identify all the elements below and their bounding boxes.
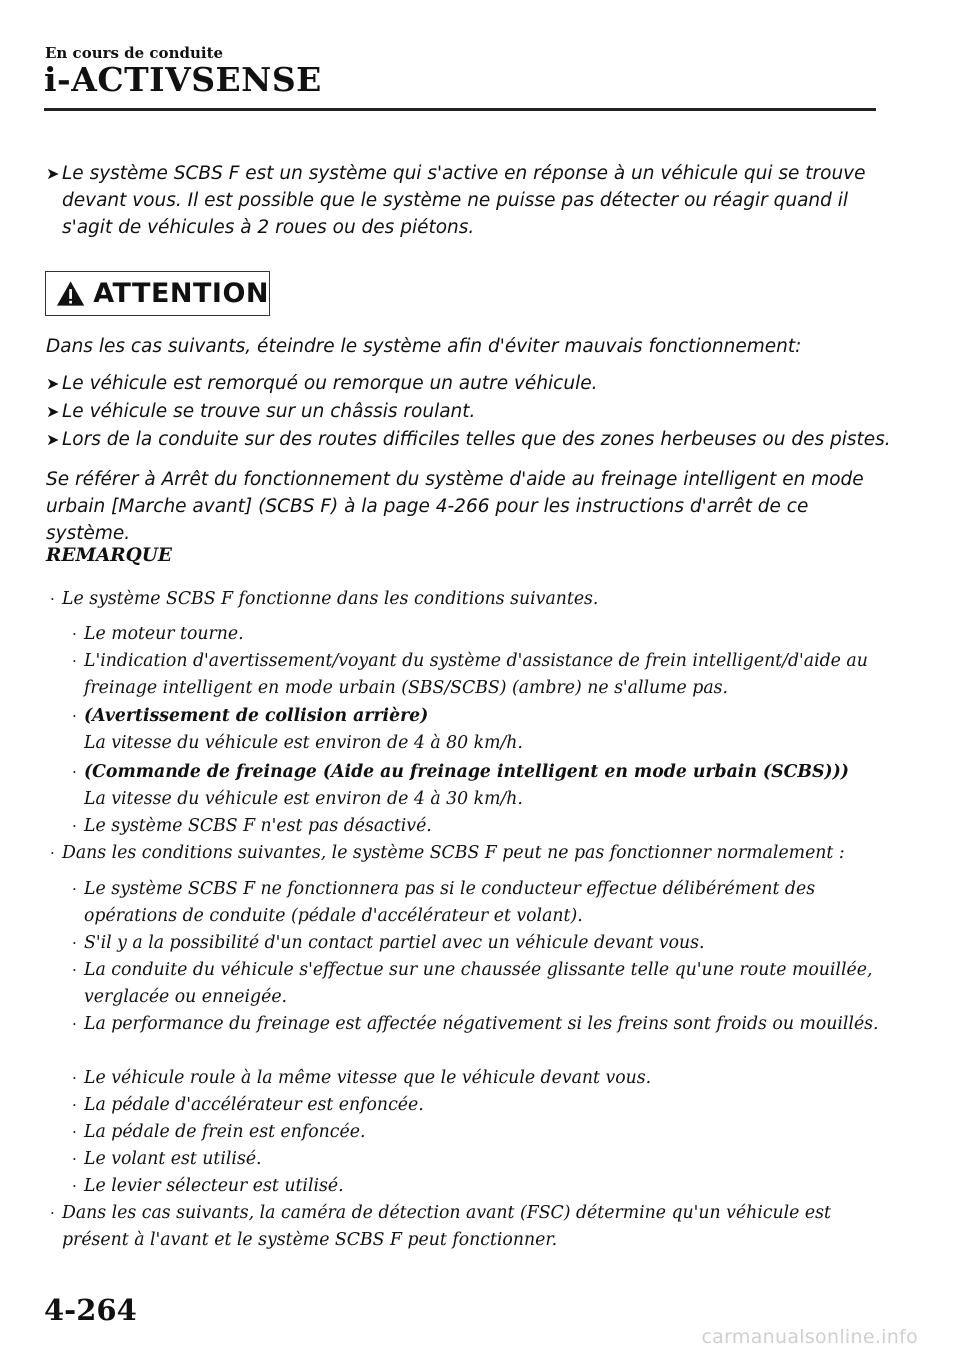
note-subitem: · La pédale de frein est enfoncée. [84, 1119, 884, 1146]
note-subitem: · S'il y a la possibilité d'un contact partiel avec un véhicule devant vous. [84, 930, 884, 957]
note-subitem: · (Commande de freinage (Aide au freinage intelligent en mode urbain (SCBS))) La vitesse du véhicule est environ de 4 à 30 km/h. [84, 759, 884, 812]
note-subitem: · La performance du freinage est affectée négativement si les freins sont froids ou mouillés. [84, 1011, 884, 1038]
top-bullet [46, 160, 892, 241]
bullet-dot-icon: · [72, 1096, 77, 1114]
note-subitem: · Le levier sélecteur est utilisé. [84, 1173, 884, 1200]
bullet-dot-icon: · [72, 1015, 77, 1033]
bullet-dot-icon: · [72, 1177, 77, 1195]
arrow-bullet-icon: ➤ [46, 430, 60, 449]
bullet-dot-icon: · [72, 625, 77, 643]
note-subitem: · Le volant est utilisé. [84, 1146, 884, 1173]
bullet-dot-icon: · [72, 707, 77, 725]
top-bullet-text: Le système SCBS F est un système qui s'active en réponse à un véhicule qui se trouve devant vous. Il est possible que le système ne puisse pas détecter ou réagir quand il s'agit de véhicules à 2 roues ou des piétons. [62, 163, 866, 238]
note-subitem: · Le véhicule roule à la même vitesse que le véhicule devant vous. [84, 1065, 884, 1092]
bullet-dot-icon: · [72, 763, 77, 781]
attention-bullet: ➤ Lors de la conduite sur des routes difficiles telles que des zones herbeuses ou des pistes. [46, 426, 892, 453]
note-subitem: · Le moteur tourne. [84, 621, 884, 648]
bullet-dot-icon: · [72, 652, 77, 670]
watermark: carmanualsonline.info [701, 1326, 918, 1348]
note-subitem: · Le système SCBS F n'est pas désactivé. [84, 813, 884, 840]
attention-box [45, 271, 270, 316]
bullet-dot-icon: · [72, 817, 77, 835]
bullet-dot-icon: · [72, 961, 77, 979]
bullet-dot-icon: · [50, 590, 55, 608]
attention-label: ATTENTION [93, 278, 269, 309]
page-number: 4-264 [44, 1293, 137, 1327]
note-subitem: · L'indication d'avertissement/voyant du système d'assistance de frein intelligent/d'aide au freinage intelligent en mode urbain (SBS/SCBS) (ambre) ne s'allume pas. [84, 648, 884, 701]
bullet-dot-icon: · [72, 1123, 77, 1141]
arrow-bullet-icon: ➤ [46, 164, 60, 183]
arrow-bullet-icon: ➤ [46, 374, 60, 393]
bullet-dot-icon: · [72, 934, 77, 952]
title-rule [44, 108, 876, 111]
note-item: · Dans les cas suivants, la caméra de détection avant (FSC) détermine qu'un véhicule est présent à l'avant et le système SCBS F peut fonctionner. [62, 1200, 882, 1253]
note-item: · Dans les conditions suivantes, le système SCBS F peut ne pas fonctionner normalement : [62, 840, 882, 867]
bullet-dot-icon: · [50, 1204, 55, 1222]
attention-bullet: ➤ Le véhicule se trouve sur un châssis roulant. [46, 398, 892, 425]
page-title: i-ACTIVSENSE [44, 60, 322, 99]
note-heading: REMARQUE [46, 545, 173, 566]
note-subitem: · La pédale d'accélérateur est enfoncée. [84, 1092, 884, 1119]
bullet-dot-icon: · [72, 1150, 77, 1168]
attention-bullet: ➤ Le véhicule est remorqué ou remorque un autre véhicule. [46, 370, 892, 397]
attention-reference: Se référer à Arrêt du fonctionnement du système d'aide au freinage intelligent en mode urbain [Marche avant] (SCBS F) à la page 4-266 pour les instructions d'arrêt de ce système. [46, 469, 864, 544]
note-subitem: · La conduite du véhicule s'effectue sur une chaussée glissante telle qu'une route mouillée, verglacée ou enneigée. [84, 957, 884, 1010]
section-label: En cours de conduite [45, 44, 224, 62]
bullet-dot-icon: · [72, 1069, 77, 1087]
warning-triangle-icon [56, 280, 85, 307]
note-subitem: · Le système SCBS F ne fonctionnera pas si le conducteur effectue délibérément des opérations de conduite (pédale d'accélérateur et volant). [84, 876, 884, 929]
note-subitem: · (Avertissement de collision arrière) La vitesse du véhicule est environ de 4 à 80 km/h. [84, 703, 884, 756]
attention-intro: Dans les cas suivants, éteindre le système afin d'éviter mauvais fonctionnement: [46, 336, 802, 357]
arrow-bullet-icon: ➤ [46, 402, 60, 421]
bullet-dot-icon: · [50, 844, 55, 862]
bullet-dot-icon: · [72, 880, 77, 898]
note-item: · Le système SCBS F fonctionne dans les conditions suivantes. [62, 586, 882, 613]
